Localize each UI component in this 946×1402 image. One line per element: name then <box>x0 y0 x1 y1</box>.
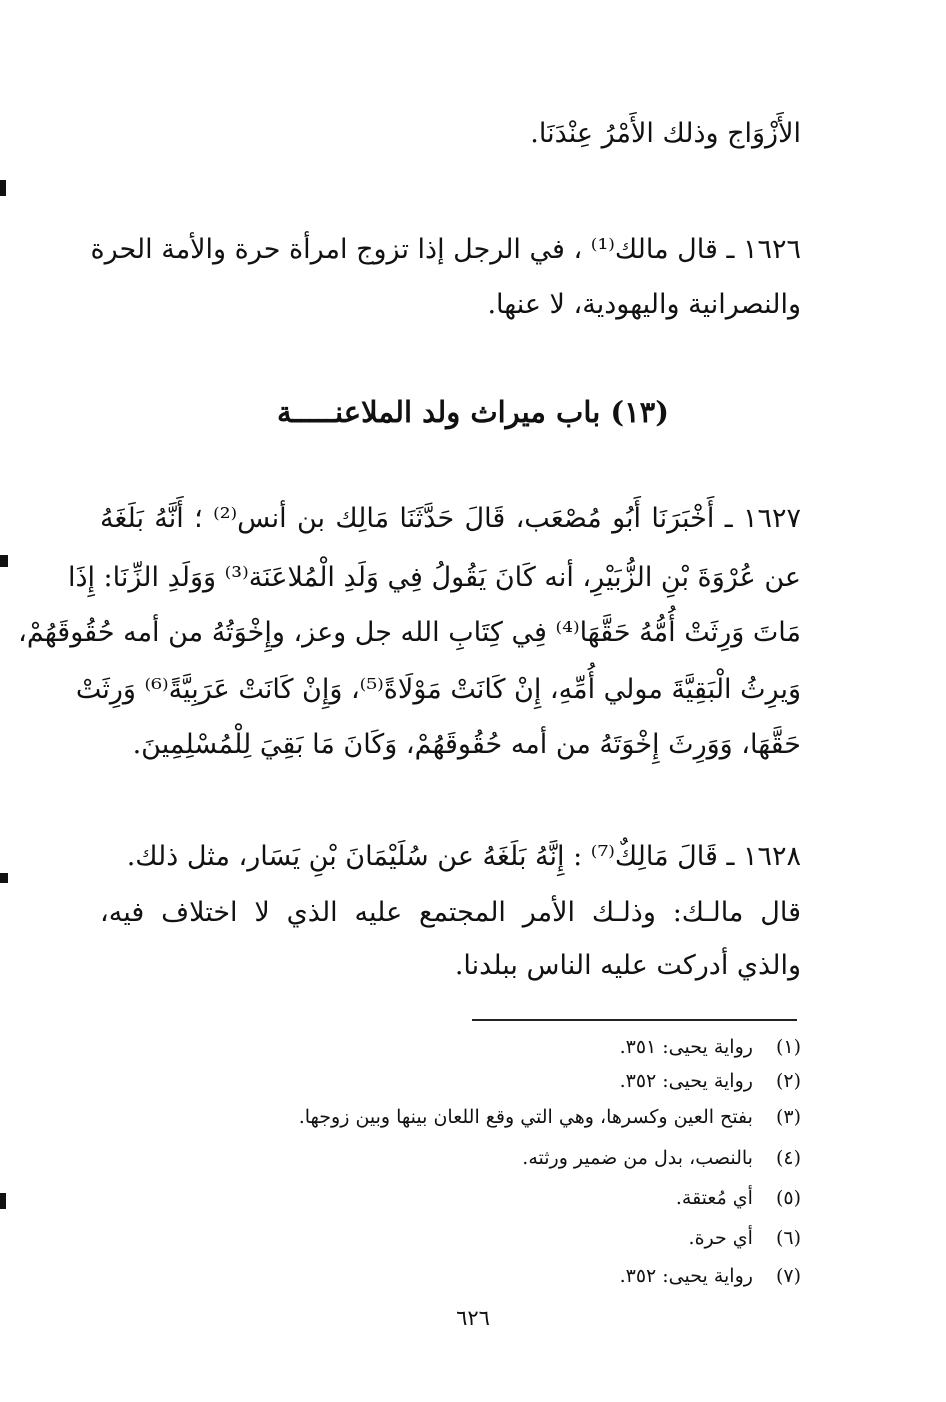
scan-edge-mark <box>0 180 6 196</box>
footnote-text: أي مُعتقة. <box>675 1187 753 1209</box>
section-heading: (١٣) باب ميراث ولد الملاعنـــــة <box>277 395 669 429</box>
footnote-number: (٤) <box>775 1147 801 1169</box>
text-line-9: ١٦٢٨ ـ قَالَ مَالِكٌ⁽⁷⁾ : إِنَّهُ بَلَغَهُ عن سُلَيْمَانَ بْنِ يَسَار، مثل ذلك. <box>126 841 801 872</box>
footnote-4 <box>150 1147 801 1170</box>
footnote-number: (١) <box>775 1036 801 1058</box>
page-number: ٦٢٦ <box>456 1306 490 1330</box>
text-line-4: ١٦٢٧ ـ أَخْبَرَنَا أَبُو مُصْعَب، قَالَ حَدَّثَنَا مَالِك بن أنس⁽²⁾ ؛ أَنَّهُ بَلَغَهُ <box>100 503 801 534</box>
footnote-number: (٧) <box>775 1265 801 1287</box>
footnote-text: أي حرة. <box>688 1227 753 1249</box>
text-line-11: والذي أدركت عليه الناس ببلدنا. <box>454 950 801 981</box>
text-line-5: عن عُرْوَةَ بْنِ الزُّبَيْرِ، أنه كَانَ يَقُولُ فِي وَلَدِ الْمُلاعَنَة⁽³⁾ وَوَلَدِ الزِّنَا: إِذَا <box>67 562 801 593</box>
footnote-text: بالنصب، بدل من ضمير ورثته. <box>522 1147 753 1169</box>
text-line-3: والنصرانية واليهودية، لا عنها. <box>487 289 801 320</box>
footnote-number: (٣) <box>775 1106 801 1128</box>
text-line-8: حَقَّهَا، وَوَرِثَ إِخْوَتَهُ من أمه حُقُوقَهُمْ، وَكَانَ مَا بَقِيَ لِلْمُسْلِمِينَ. <box>132 729 801 760</box>
footnote-number: (٢) <box>775 1070 801 1092</box>
text-line-10: قال مالـك: وذلـك الأمر المجتمع عليه الذي لا اختلاف فيه، <box>100 897 801 928</box>
text-line-2: ١٦٢٦ ـ قال مالك⁽¹⁾ ، في الرجل إذا تزوج امرأة حرة والأمة الحرة <box>90 234 801 265</box>
footnote-7 <box>150 1265 801 1288</box>
text-line-1: الأَزْوَاج وذلك الأَمْرُ عِنْدَنَا. <box>530 118 801 149</box>
footnote-5 <box>150 1187 801 1210</box>
footnote-3 <box>150 1106 801 1129</box>
footnote-text: بفتح العين وكسرها، وهي التي وقع اللعان بينها وبين زوجها. <box>298 1106 753 1128</box>
footnote-6 <box>150 1227 801 1250</box>
footnote-number: (٦) <box>775 1227 801 1249</box>
scan-edge-mark <box>0 873 8 883</box>
footnote-2 <box>150 1070 801 1093</box>
footnote-1 <box>150 1036 801 1059</box>
footnote-text: رواية يحيى: ٣٥٢. <box>619 1265 753 1287</box>
footnote-number: (٥) <box>775 1187 801 1209</box>
footnote-text: رواية يحيى: ٣٥٢. <box>619 1070 753 1092</box>
scan-edge-mark <box>0 1193 6 1209</box>
text-line-6: مَاتَ وَرِثَتْ أُمُّهُ حَقَّهَا⁽⁴⁾ فِي كِتَابِ الله جل وعز، وإِخْوَتُهُ من أمه حُقُوقَهُمْ، <box>18 617 801 648</box>
footnote-divider <box>472 1019 797 1021</box>
text-line-7: وَيرِثُ الْبَقِيَّةَ مولي أُمِّهِ، إِنْ كَانَتْ مَوْلَاةً⁽⁵⁾، وَإِنْ كَانَتْ عَرَبِيَّةً⁽⁶⁾ وَرِثَتْ <box>75 674 801 705</box>
scan-edge-mark <box>0 555 8 567</box>
footnote-text: رواية يحيى: ٣٥١. <box>619 1036 753 1058</box>
